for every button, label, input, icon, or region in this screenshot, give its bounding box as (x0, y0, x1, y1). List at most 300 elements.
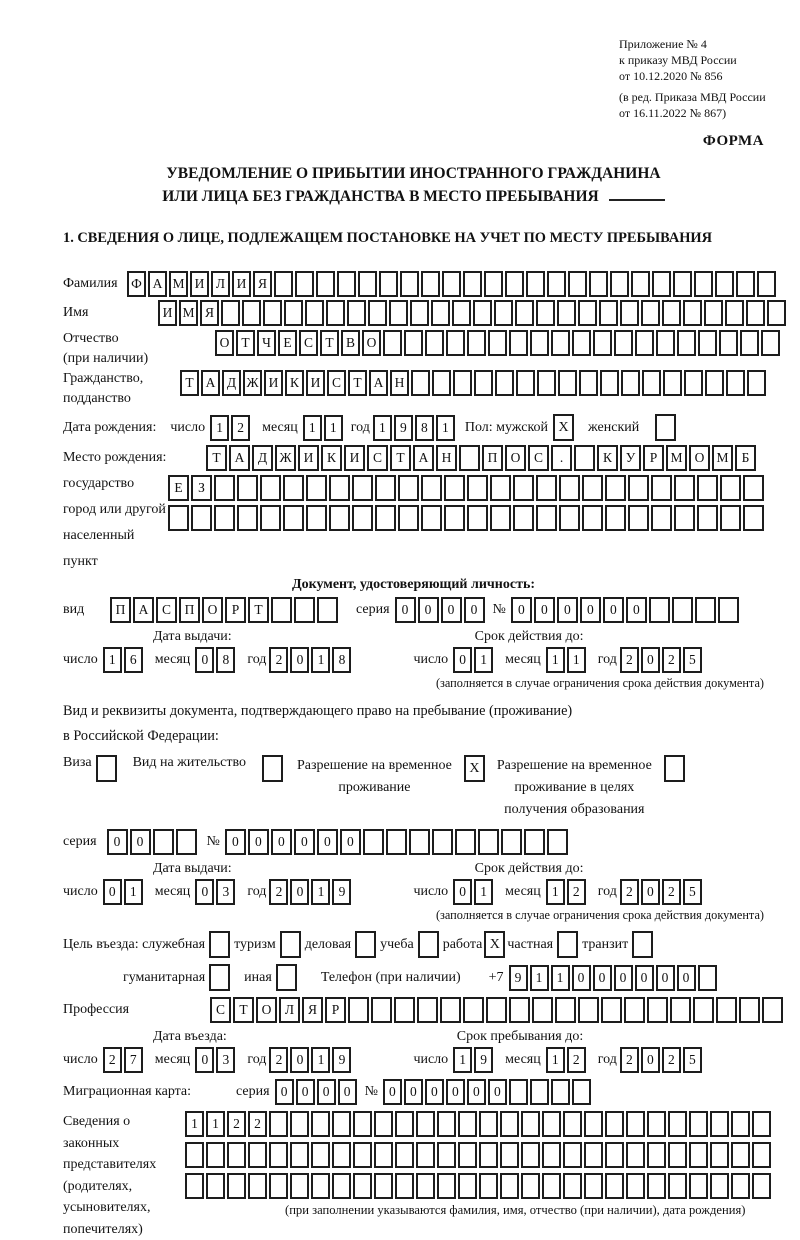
char-box[interactable] (693, 997, 714, 1023)
char-box[interactable] (551, 330, 570, 356)
char-box[interactable] (631, 271, 650, 297)
char-box[interactable] (752, 1173, 771, 1199)
doc-series-input[interactable] (395, 597, 487, 623)
char-box[interactable] (537, 370, 556, 396)
char-box[interactable] (762, 997, 783, 1023)
char-box[interactable] (455, 829, 476, 855)
char-box[interactable]: С (528, 445, 549, 471)
char-box[interactable] (663, 370, 682, 396)
char-box[interactable] (698, 965, 717, 991)
char-box[interactable]: П (110, 597, 131, 623)
char-box[interactable] (704, 300, 723, 326)
char-box[interactable] (386, 829, 407, 855)
char-box[interactable] (725, 300, 744, 326)
char-box[interactable]: 1 (436, 415, 455, 441)
char-box[interactable] (417, 997, 438, 1023)
char-box[interactable] (444, 505, 465, 531)
char-box[interactable] (311, 1173, 330, 1199)
char-box[interactable] (600, 370, 619, 396)
char-box[interactable] (542, 1111, 561, 1137)
char-box[interactable]: М (666, 445, 687, 471)
char-box[interactable]: О (202, 597, 223, 623)
char-box[interactable] (269, 1173, 288, 1199)
char-box[interactable]: 1 (124, 879, 143, 905)
char-box[interactable] (530, 330, 549, 356)
char-box[interactable]: 1 (324, 415, 343, 441)
char-box[interactable]: 8 (415, 415, 434, 441)
char-box[interactable] (463, 997, 484, 1023)
char-box[interactable] (628, 475, 649, 501)
char-box[interactable] (500, 1111, 519, 1137)
char-box[interactable]: 0 (395, 597, 416, 623)
char-box[interactable] (495, 370, 514, 396)
char-box[interactable] (389, 300, 408, 326)
char-box[interactable] (437, 1173, 456, 1199)
char-box[interactable] (432, 829, 453, 855)
citizenship-input[interactable] (180, 370, 768, 396)
char-box[interactable]: Р (225, 597, 246, 623)
char-box[interactable]: 3 (216, 1047, 235, 1073)
char-box[interactable]: С (327, 370, 346, 396)
char-box[interactable] (329, 505, 350, 531)
char-box[interactable] (352, 475, 373, 501)
entry-year[interactable] (269, 1047, 353, 1073)
char-box[interactable] (191, 505, 212, 531)
purpose-business-checkbox[interactable] (355, 931, 376, 958)
char-box[interactable]: 8 (216, 647, 235, 673)
char-box[interactable] (421, 271, 440, 297)
char-box[interactable] (375, 475, 396, 501)
char-box[interactable] (153, 829, 174, 855)
birthplace-line2-input[interactable] (168, 475, 766, 501)
char-box[interactable] (237, 505, 258, 531)
char-box[interactable]: 0 (107, 829, 128, 855)
char-box[interactable]: 2 (231, 415, 250, 441)
char-box[interactable] (515, 300, 534, 326)
profession-input[interactable] (210, 997, 785, 1023)
char-box[interactable] (719, 330, 738, 356)
char-box[interactable]: 1 (453, 1047, 472, 1073)
char-box[interactable] (516, 370, 535, 396)
char-box[interactable]: 1 (546, 1047, 565, 1073)
patronymic-input[interactable] (215, 330, 782, 356)
char-box[interactable]: 1 (546, 647, 565, 673)
char-box[interactable] (593, 330, 612, 356)
char-box[interactable] (260, 505, 281, 531)
char-box[interactable] (269, 1111, 288, 1137)
char-box[interactable]: 1 (474, 879, 493, 905)
char-box[interactable]: О (362, 330, 381, 356)
char-box[interactable]: . (551, 445, 572, 471)
char-box[interactable] (715, 271, 734, 297)
visa-checkbox[interactable] (96, 755, 117, 782)
char-box[interactable] (227, 1142, 246, 1168)
char-box[interactable] (532, 997, 553, 1023)
char-box[interactable] (353, 1173, 372, 1199)
char-box[interactable] (431, 300, 450, 326)
char-box[interactable]: Т (206, 445, 227, 471)
char-box[interactable] (411, 370, 430, 396)
char-box[interactable] (260, 475, 281, 501)
char-box[interactable] (542, 1173, 561, 1199)
char-box[interactable] (295, 271, 314, 297)
char-box[interactable]: 2 (227, 1111, 246, 1137)
char-box[interactable]: 9 (332, 1047, 351, 1073)
char-box[interactable] (672, 597, 693, 623)
char-box[interactable] (490, 475, 511, 501)
char-box[interactable] (568, 271, 587, 297)
char-box[interactable] (374, 1173, 393, 1199)
char-box[interactable] (620, 300, 639, 326)
char-box[interactable]: 2 (620, 647, 639, 673)
representatives-line1-input[interactable] (185, 1111, 773, 1137)
char-box[interactable] (283, 505, 304, 531)
char-box[interactable]: 9 (332, 879, 351, 905)
purpose-official-checkbox[interactable] (209, 931, 230, 958)
char-box[interactable] (689, 1142, 708, 1168)
char-box[interactable] (716, 997, 737, 1023)
char-box[interactable] (610, 271, 629, 297)
char-box[interactable]: Я (302, 997, 323, 1023)
char-box[interactable]: 5 (683, 647, 702, 673)
purpose-transit-checkbox[interactable] (632, 931, 653, 958)
char-box[interactable]: 0 (338, 1079, 357, 1105)
char-box[interactable]: 1 (311, 879, 330, 905)
doc-number-input[interactable] (511, 597, 741, 623)
char-box[interactable]: 2 (269, 647, 288, 673)
char-box[interactable]: 0 (418, 597, 439, 623)
doc-valid-year[interactable] (620, 647, 704, 673)
temp-residence-checkbox[interactable]: X (464, 755, 485, 782)
char-box[interactable]: 0 (534, 597, 555, 623)
char-box[interactable] (368, 300, 387, 326)
char-box[interactable]: К (285, 370, 304, 396)
char-box[interactable] (221, 300, 240, 326)
doc-type-input[interactable] (110, 597, 340, 623)
char-box[interactable]: 0 (656, 965, 675, 991)
char-box[interactable] (547, 829, 568, 855)
representatives-line2-input[interactable] (185, 1142, 773, 1168)
char-box[interactable] (626, 1173, 645, 1199)
char-box[interactable] (185, 1142, 204, 1168)
char-box[interactable] (185, 1173, 204, 1199)
char-box[interactable]: 0 (195, 879, 214, 905)
birth-year-input[interactable] (373, 415, 457, 441)
char-box[interactable]: 1 (103, 647, 122, 673)
doc-valid-month[interactable] (546, 647, 588, 673)
char-box[interactable] (206, 1142, 225, 1168)
char-box[interactable] (290, 1111, 309, 1137)
char-box[interactable] (501, 829, 522, 855)
residence-issue-month[interactable] (195, 879, 237, 905)
char-box[interactable] (237, 475, 258, 501)
char-box[interactable] (500, 1173, 519, 1199)
char-box[interactable] (416, 1111, 435, 1137)
char-box[interactable] (374, 1142, 393, 1168)
char-box[interactable] (329, 475, 350, 501)
char-box[interactable]: 0 (296, 1079, 315, 1105)
char-box[interactable] (371, 997, 392, 1023)
char-box[interactable]: 2 (662, 879, 681, 905)
char-box[interactable] (486, 997, 507, 1023)
char-box[interactable] (248, 1142, 267, 1168)
char-box[interactable] (694, 271, 713, 297)
char-box[interactable] (263, 300, 282, 326)
char-box[interactable]: О (505, 445, 526, 471)
char-box[interactable]: 0 (225, 829, 246, 855)
char-box[interactable] (731, 1111, 750, 1137)
char-box[interactable]: П (179, 597, 200, 623)
char-box[interactable] (647, 1173, 666, 1199)
char-box[interactable]: С (299, 330, 318, 356)
char-box[interactable]: И (232, 271, 251, 297)
char-box[interactable] (574, 445, 595, 471)
char-box[interactable]: 0 (593, 965, 612, 991)
char-box[interactable]: А (413, 445, 434, 471)
char-box[interactable]: С (367, 445, 388, 471)
char-box[interactable] (463, 271, 482, 297)
char-box[interactable] (683, 300, 702, 326)
char-box[interactable]: Р (325, 997, 346, 1023)
char-box[interactable] (458, 1111, 477, 1137)
firstname-input[interactable] (158, 300, 788, 326)
birth-month-input[interactable] (303, 415, 345, 441)
char-box[interactable]: 0 (275, 1079, 294, 1105)
char-box[interactable] (684, 370, 703, 396)
char-box[interactable] (677, 330, 696, 356)
char-box[interactable]: Ф (127, 271, 146, 297)
char-box[interactable] (478, 829, 499, 855)
char-box[interactable] (524, 829, 545, 855)
char-box[interactable]: 0 (467, 1079, 486, 1105)
gender-female-checkbox[interactable] (655, 414, 676, 441)
char-box[interactable] (440, 997, 461, 1023)
char-box[interactable] (505, 271, 524, 297)
char-box[interactable] (474, 370, 493, 396)
char-box[interactable]: 2 (269, 879, 288, 905)
char-box[interactable] (547, 271, 566, 297)
char-box[interactable] (710, 1142, 729, 1168)
char-box[interactable] (479, 1142, 498, 1168)
birthplace-line3-input[interactable] (168, 505, 766, 531)
char-box[interactable] (736, 271, 755, 297)
char-box[interactable]: Н (390, 370, 409, 396)
char-box[interactable]: 0 (271, 829, 292, 855)
char-box[interactable] (731, 1142, 750, 1168)
char-box[interactable] (559, 505, 580, 531)
char-box[interactable]: 0 (404, 1079, 423, 1105)
char-box[interactable] (168, 505, 189, 531)
purpose-private-checkbox[interactable] (557, 931, 578, 958)
char-box[interactable]: Л (211, 271, 230, 297)
char-box[interactable] (404, 330, 423, 356)
residence-permit-checkbox[interactable] (262, 755, 283, 782)
char-box[interactable]: С (210, 997, 231, 1023)
char-box[interactable] (752, 1111, 771, 1137)
char-box[interactable]: 2 (620, 879, 639, 905)
migration-number-input[interactable] (383, 1079, 593, 1105)
char-box[interactable] (176, 829, 197, 855)
char-box[interactable] (647, 1111, 666, 1137)
char-box[interactable]: 0 (464, 597, 485, 623)
char-box[interactable] (670, 997, 691, 1023)
char-box[interactable] (379, 271, 398, 297)
char-box[interactable] (311, 1142, 330, 1168)
char-box[interactable] (421, 505, 442, 531)
char-box[interactable] (579, 370, 598, 396)
char-box[interactable] (248, 1173, 267, 1199)
char-box[interactable] (530, 1079, 549, 1105)
doc-issue-year[interactable] (269, 647, 353, 673)
char-box[interactable]: К (321, 445, 342, 471)
char-box[interactable] (635, 330, 654, 356)
char-box[interactable]: А (133, 597, 154, 623)
char-box[interactable] (467, 505, 488, 531)
char-box[interactable] (752, 1142, 771, 1168)
char-box[interactable] (332, 1142, 351, 1168)
char-box[interactable] (353, 1142, 372, 1168)
char-box[interactable] (352, 505, 373, 531)
char-box[interactable]: З (191, 475, 212, 501)
char-box[interactable] (695, 597, 716, 623)
char-box[interactable] (628, 505, 649, 531)
char-box[interactable] (720, 475, 741, 501)
char-box[interactable] (242, 300, 261, 326)
char-box[interactable] (668, 1173, 687, 1199)
char-box[interactable] (668, 1142, 687, 1168)
char-box[interactable]: 0 (383, 1079, 402, 1105)
char-box[interactable]: Ч (257, 330, 276, 356)
char-box[interactable]: 0 (248, 829, 269, 855)
char-box[interactable] (446, 330, 465, 356)
char-box[interactable]: 0 (425, 1079, 444, 1105)
char-box[interactable]: 1 (551, 965, 570, 991)
char-box[interactable]: 2 (103, 1047, 122, 1073)
stay-year[interactable] (620, 1047, 704, 1073)
char-box[interactable]: М (179, 300, 198, 326)
char-box[interactable] (509, 1079, 528, 1105)
char-box[interactable] (542, 1142, 561, 1168)
char-box[interactable]: 0 (557, 597, 578, 623)
birth-day-input[interactable] (210, 415, 252, 441)
char-box[interactable] (605, 1142, 624, 1168)
char-box[interactable] (409, 829, 430, 855)
char-box[interactable]: 0 (453, 879, 472, 905)
char-box[interactable]: 0 (603, 597, 624, 623)
char-box[interactable] (757, 271, 776, 297)
char-box[interactable]: 1 (311, 1047, 330, 1073)
char-box[interactable] (437, 1111, 456, 1137)
char-box[interactable]: И (264, 370, 283, 396)
char-box[interactable] (621, 370, 640, 396)
char-box[interactable] (582, 475, 603, 501)
char-box[interactable] (421, 475, 442, 501)
char-box[interactable] (513, 475, 534, 501)
char-box[interactable] (317, 597, 338, 623)
char-box[interactable]: Ж (275, 445, 296, 471)
char-box[interactable] (614, 330, 633, 356)
char-box[interactable] (206, 1173, 225, 1199)
char-box[interactable]: 2 (269, 1047, 288, 1073)
char-box[interactable] (363, 829, 384, 855)
char-box[interactable]: А (148, 271, 167, 297)
char-box[interactable] (651, 475, 672, 501)
char-box[interactable] (563, 1142, 582, 1168)
char-box[interactable] (739, 997, 760, 1023)
char-box[interactable]: 1 (474, 647, 493, 673)
representatives-line3-input[interactable] (185, 1173, 773, 1199)
char-box[interactable] (306, 505, 327, 531)
char-box[interactable] (467, 475, 488, 501)
char-box[interactable]: 0 (580, 597, 601, 623)
char-box[interactable]: 0 (340, 829, 361, 855)
char-box[interactable] (521, 1173, 540, 1199)
char-box[interactable] (605, 475, 626, 501)
char-box[interactable]: 0 (641, 647, 660, 673)
char-box[interactable]: 9 (474, 1047, 493, 1073)
char-box[interactable] (398, 505, 419, 531)
char-box[interactable] (599, 300, 618, 326)
char-box[interactable] (710, 1111, 729, 1137)
char-box[interactable] (584, 1111, 603, 1137)
char-box[interactable]: Е (168, 475, 189, 501)
char-box[interactable] (740, 330, 759, 356)
char-box[interactable] (652, 271, 671, 297)
char-box[interactable] (452, 300, 471, 326)
char-box[interactable]: Р (643, 445, 664, 471)
char-box[interactable]: 1 (311, 647, 330, 673)
temp-residence-education-checkbox[interactable] (664, 755, 685, 782)
char-box[interactable] (500, 1142, 519, 1168)
char-box[interactable] (761, 330, 780, 356)
char-box[interactable]: М (712, 445, 733, 471)
char-box[interactable] (488, 330, 507, 356)
char-box[interactable] (437, 1142, 456, 1168)
char-box[interactable]: Л (279, 997, 300, 1023)
char-box[interactable] (743, 505, 764, 531)
stay-month[interactable] (546, 1047, 588, 1073)
char-box[interactable] (626, 1142, 645, 1168)
char-box[interactable]: 8 (332, 647, 351, 673)
char-box[interactable] (521, 1111, 540, 1137)
char-box[interactable]: 1 (210, 415, 229, 441)
char-box[interactable]: 0 (635, 965, 654, 991)
char-box[interactable] (668, 1111, 687, 1137)
char-box[interactable]: Т (320, 330, 339, 356)
char-box[interactable] (589, 271, 608, 297)
purpose-work-checkbox[interactable]: X (484, 931, 505, 958)
char-box[interactable] (290, 1142, 309, 1168)
residence-issue-day[interactable] (103, 879, 145, 905)
char-box[interactable] (509, 330, 528, 356)
char-box[interactable] (395, 1111, 414, 1137)
char-box[interactable] (283, 475, 304, 501)
char-box[interactable] (743, 475, 764, 501)
char-box[interactable] (584, 1173, 603, 1199)
char-box[interactable]: 0 (290, 1047, 309, 1073)
char-box[interactable]: О (215, 330, 234, 356)
char-box[interactable]: 0 (677, 965, 696, 991)
char-box[interactable]: Д (222, 370, 241, 396)
char-box[interactable]: И (306, 370, 325, 396)
residence-number-input[interactable] (225, 829, 570, 855)
char-box[interactable]: 9 (509, 965, 528, 991)
char-box[interactable] (395, 1142, 414, 1168)
char-box[interactable] (649, 597, 670, 623)
char-box[interactable]: 7 (124, 1047, 143, 1073)
char-box[interactable]: 0 (130, 829, 151, 855)
char-box[interactable]: 1 (546, 879, 565, 905)
